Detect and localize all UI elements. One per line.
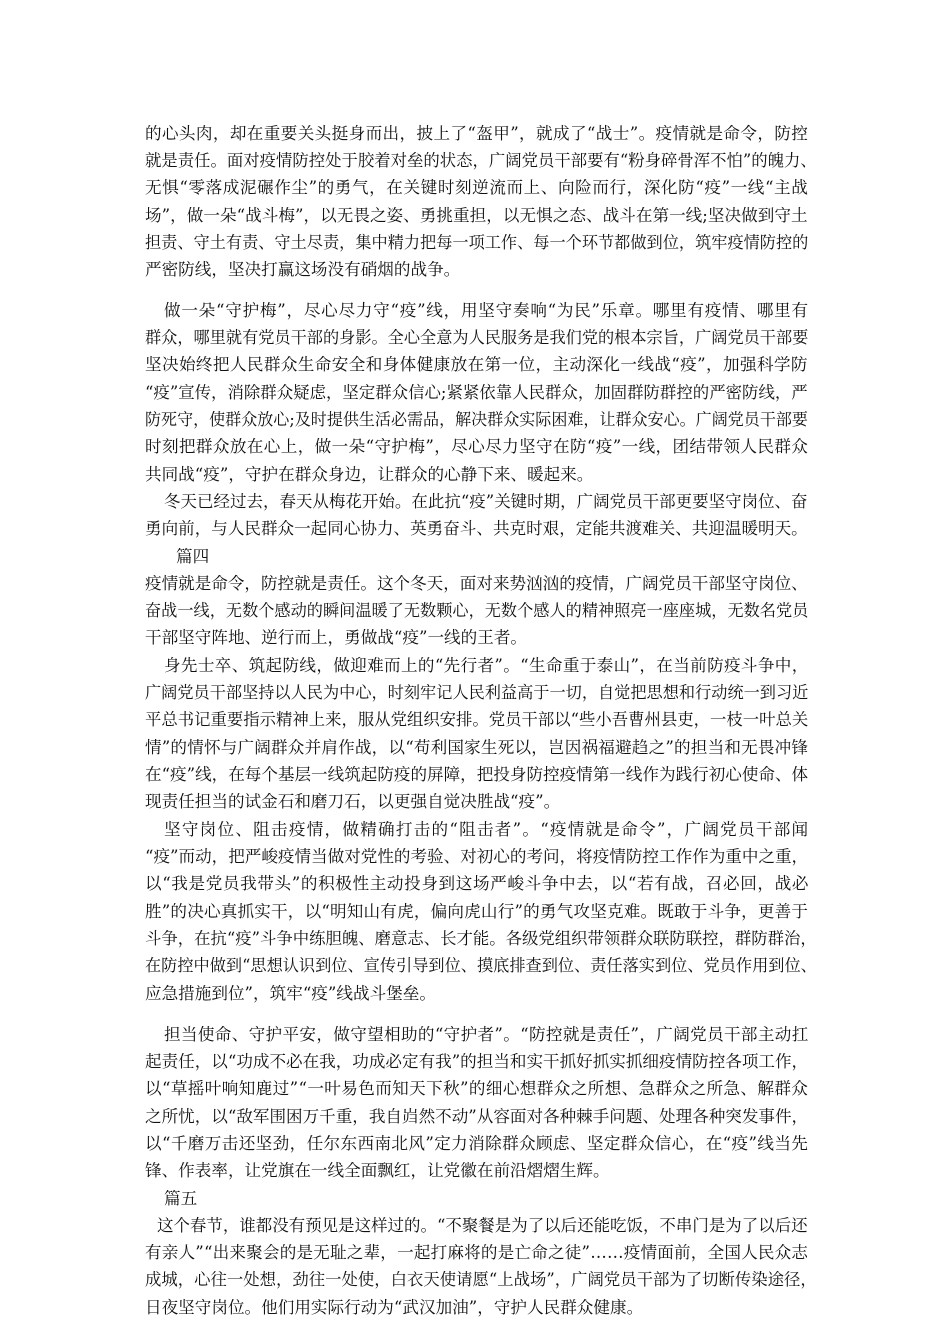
text-line: 疫情就是命令，防控就是责任。这个冬天，面对来势汹汹的疫情，广阔党员干部坚守岗位、 bbox=[145, 574, 808, 593]
text-line: 这个春节，谁都没有预见是这样过的。“不聚餐是为了以后还能吃饭，不串门是为了以后还 bbox=[157, 1216, 808, 1235]
section-heading: 篇四 bbox=[176, 547, 210, 566]
text-line: 锋、作表率，让党旗在一线全面飘红，让党徽在前沿熠熠生辉。 bbox=[145, 1161, 610, 1180]
text-line: 时刻把群众放在心上，做一朵“守护梅”，尽心尽力坚守在防“疫”一线，团结带领人民群众 bbox=[145, 437, 809, 456]
text-line: 坚守岗位、阻击疫情，做精确打击的“阻击者”。“疫情就是命令”，广阔党员干部闻 bbox=[164, 820, 810, 839]
section-heading: 篇五 bbox=[164, 1189, 198, 1208]
text-line: 的心头肉，却在重要关头挺身而出，披上了“盔甲”，就成了“战士”。疫情就是命令，防控 bbox=[145, 124, 809, 143]
text-line: 以“我是党员我带头”的积极性主动投身到这场严峻斗争中去，以“若有战，召必回，战必 bbox=[145, 874, 810, 893]
text-line: 身先士卒、筑起防线，做迎难而上的“先行者”。“生命重于泰山”，在当前防疫斗争中， bbox=[164, 656, 809, 675]
text-line: 现责任担当的试金石和磨刀石，以更强自觉决胜战“疫”。 bbox=[145, 792, 561, 811]
text-line: 奋战一线，无数个感动的瞬间温暖了无数颗心，无数个感人的精神照亮一座座城，无数名党员 bbox=[145, 601, 809, 620]
text-line: 干部坚守阵地、逆行而上，勇做战“疫”一线的王者。 bbox=[145, 628, 528, 647]
text-line: 共同战“疫”，守护在群众身边，让群众的心静下来、暖起来。 bbox=[145, 465, 594, 484]
text-line: 起责任，以“功成不必在我，功成必定有我”的担当和实干抓好抓实抓细疫情防控各项工作， bbox=[145, 1052, 809, 1071]
text-line: 平总书记重要指示精神上来，服从党组织安排。党员干部以“些小吾曹州县吏，一枝一叶总关 bbox=[145, 710, 809, 729]
text-line: 就是责任。面对疫情防控处于胶着对垒的状态，广阔党员干部要有“粉身碎骨浑不怕”的魄力、 bbox=[145, 151, 817, 170]
text-line: 做一朵“守护梅”，尽心尽力守“疫”线，用坚守奏响“为民”乐章。哪里有疫情、哪里有 bbox=[164, 301, 809, 320]
text-line: 担责、守土有责、守土尽责，集中精力把每一项工作、每一个环节都做到位，筑牢疫情防控的 bbox=[145, 233, 809, 252]
text-line: 防死守，使群众放心;及时提供生活必需品，解决群众实际困难，让群众安心。广阔党员干部要 bbox=[145, 410, 808, 429]
text-line: “疫”而动，把严峻疫情当做对党性的考验、对初心的考问，将疫情防控工作作为重中之重， bbox=[145, 847, 809, 866]
text-line: 情”的情怀与广阔群众并肩作战，以“苟利国家生死以，岂因祸福避趋之”的担当和无畏冲锋 bbox=[145, 738, 809, 757]
text-line: 以“千磨万击还坚劲，任尔东西南北风”定力消除群众顾虑、坚定群众信心，在“疫”线当先 bbox=[145, 1134, 809, 1153]
text-line: 在防控中做到“思想认识到位、宣传引导到位、摸底排查到位、责任落实到位、党员作用到位、 bbox=[145, 956, 817, 975]
text-line: 场”，做一朵“战斗梅”，以无畏之姿、勇挑重担，以无惧之态、战斗在第一线;坚决做到守土 bbox=[145, 206, 808, 225]
text-line: 群众，哪里就有党员干部的身影。全心全意为人民服务是我们党的根本宗旨，广阔党员干部要 bbox=[145, 328, 809, 347]
text-line: 之所忧，以“敌军围困万千重，我自岿然不动”从容面对各种棘手问题、处理各种突发事件， bbox=[145, 1107, 809, 1126]
text-line: 勇向前，与人民群众一起同心协力、英勇奋斗、共克时艰，定能共渡难关、共迎温暖明天。 bbox=[145, 519, 808, 538]
text-line: 担当使命、守护平安，做守望相助的“守护者”。“防控就是责任”，广阔党员干部主动扛 bbox=[164, 1025, 809, 1044]
text-line: 无惧“零落成泥碾作尘”的勇气，在关键时刻逆流而上、向险而行，深化防“疫”一线“主战 bbox=[145, 178, 809, 197]
text-line: 应急措施到位”，筑牢“疫”线战斗堡垒。 bbox=[145, 984, 436, 1003]
text-line: 成城，心往一处想，劲往一处使，白衣天使请愿“上战场”，广阔党员干部为了切断传染途径， bbox=[145, 1270, 817, 1289]
text-line: 冬天已经过去，春天从梅花开始。在此抗“疫”关键时期，广阔党员干部更要坚守岗位、奋 bbox=[164, 492, 808, 511]
text-line: 日夜坚守岗位。他们用实际行动为“武汉加油”，守护人民群众健康。 bbox=[145, 1298, 644, 1317]
text-line: 斗争，在抗“疫”斗争中练胆魄、磨意志、长才能。各级党组织带领群众联防联控，群防群治， bbox=[145, 929, 817, 948]
text-line: 严密防线，坚决打赢这场没有硝烟的战争。 bbox=[145, 260, 461, 279]
text-line: 胜”的决心真抓实干，以“明知山有虎，偏向虎山行”的勇气攻坚克难。既敢于斗争，更善于 bbox=[145, 902, 809, 921]
text-line: 广阔党员干部坚持以人民为中心，时刻牢记人民利益高于一切，自觉把思想和行动统一到习近 bbox=[145, 683, 809, 702]
text-line: “疫”宣传，消除群众疑虑，坚定群众信心;紧紧依靠人民群众，加固群防群控的严密防线，严 bbox=[145, 383, 808, 402]
text-line: 有亲人”“出来聚会的是无耻之辈，一起打麻将的是亡命之徒”……疫情面前，全国人民众志 bbox=[145, 1243, 809, 1262]
text-line: 在“疫”线，在每个基层一线筑起防疫的屏障，把投身防控疫情第一线作为践行初心使命、体 bbox=[145, 765, 809, 784]
text-line: 坚决始终把人民群众生命安全和身体健康放在第一位，主动深化一线战“疫”，加强科学防 bbox=[145, 355, 808, 374]
text-line: 以“草摇叶响知鹿过”“一叶易色而知天下秋”的细心想群众之所想、急群众之所急、解群众 bbox=[145, 1079, 809, 1098]
